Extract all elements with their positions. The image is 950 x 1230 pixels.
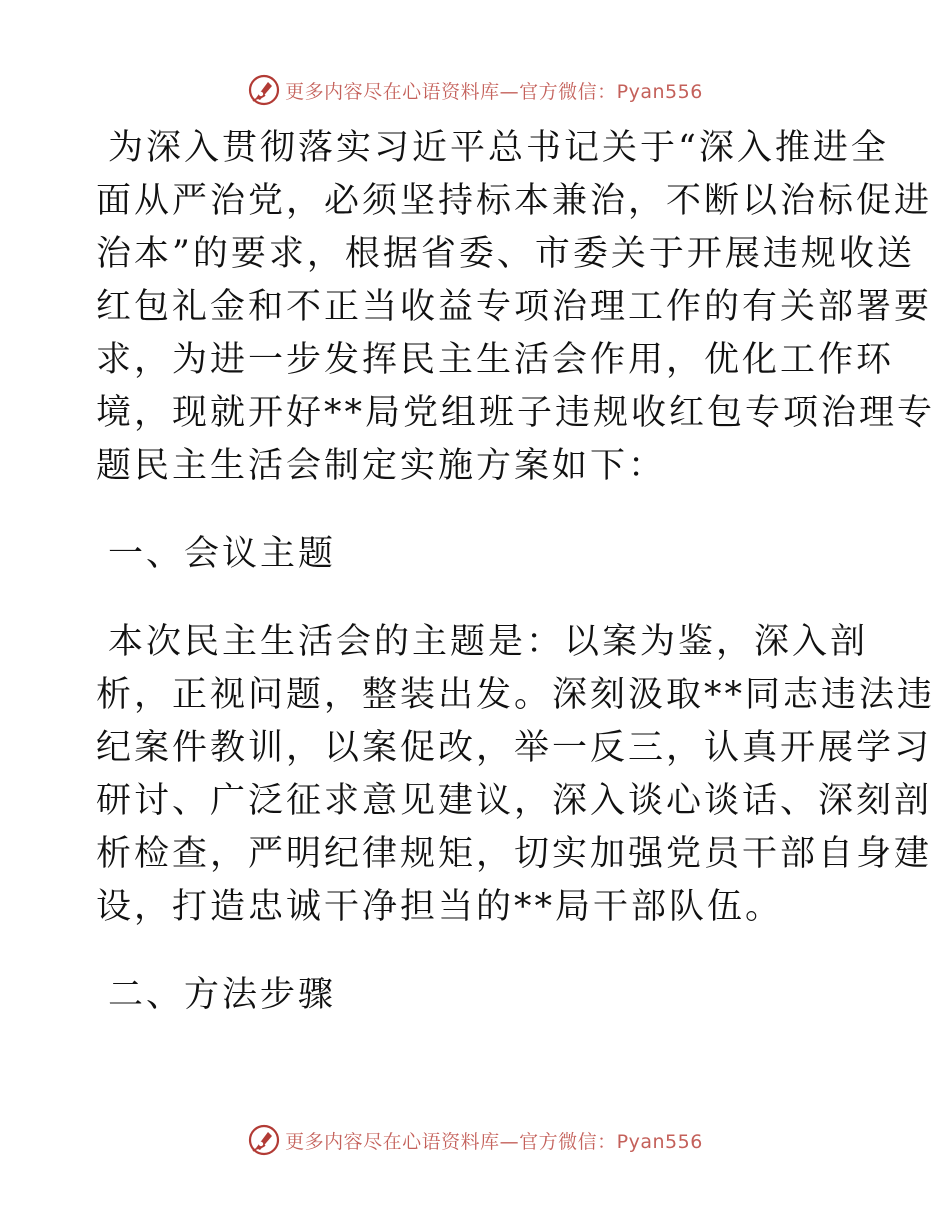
section1-line: 纪案件教训，以案促改，举一反三，认真开展学习	[96, 728, 933, 768]
intro-line: 面从严治党，必须坚持标本兼治，不断以治标促进	[96, 181, 933, 221]
section1-line: 本次民主生活会的主题是：以案为鉴，深入剖	[108, 622, 869, 662]
document-body	[96, 122, 936, 1022]
intro-line: 红包礼金和不正当收益专项治理工作的有关部署要	[96, 287, 933, 327]
intro-line: 题民主生活会制定实施方案如下：	[96, 446, 667, 486]
footer-banner	[0, 1120, 950, 1160]
header-banner	[0, 70, 950, 110]
section1-line: 析检查，严明纪律规矩，切实加强党员干部自身建	[96, 834, 933, 874]
footer-banner-text: 更多内容尽在心语资料库—官方微信：Pyan556	[285, 1130, 703, 1153]
pen-nib-logo-icon	[247, 73, 281, 107]
header-banner-text: 更多内容尽在心语资料库—官方微信：Pyan556	[285, 80, 703, 103]
section1-line: 析，正视问题，整装出发。深刻汲取**同志违法违	[96, 675, 936, 715]
section1-line: 研讨、广泛征求意见建议，深入谈心谈话、深刻剖	[96, 781, 933, 821]
section-heading-1: 一、会议主题	[108, 534, 337, 574]
intro-line: 为深入贯彻落实习近平总书记关于“深入推进全	[108, 128, 889, 168]
intro-line: 求，为进一步发挥民主生活会作用，优化工作环	[96, 340, 895, 380]
pen-nib-logo-icon	[247, 1123, 281, 1157]
section1-line: 设，打造忠诚干净担当的**局干部队伍。	[96, 887, 784, 927]
intro-line: 治本”的要求，根据省委、市委关于开展违规收送	[96, 234, 915, 274]
intro-line: 境，现就开好**局党组班子违规收红包专项治理专	[96, 393, 936, 433]
section-heading-2: 二、方法步骤	[108, 975, 337, 1015]
